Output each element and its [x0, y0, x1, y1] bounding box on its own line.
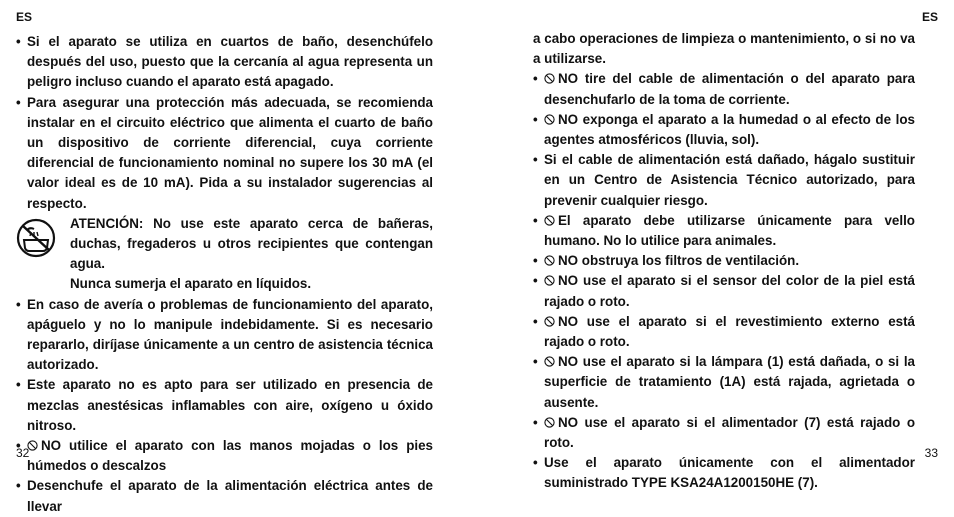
prohibited-icon [544, 275, 555, 286]
list-item-text: NO exponga el aparato a la humedad o al efecto de los agentes atmosféricos (lluvia, sol). [544, 111, 915, 148]
list-item [533, 271, 915, 311]
no-water-bath-icon [16, 218, 56, 258]
prohibited-icon [544, 356, 555, 367]
list-item [533, 69, 915, 109]
page-number: 33 [924, 446, 938, 460]
list-item-text: NO use el aparato si el revestimiento externo está rajado o roto. [544, 313, 915, 350]
left-column [16, 32, 433, 517]
language-code: ES [921, 10, 938, 24]
page-number: 32 [16, 446, 30, 460]
list-item [533, 413, 915, 453]
prohibited-icon [544, 215, 555, 226]
warning-block [16, 214, 433, 295]
prohibited-icon [544, 255, 555, 266]
prohibited-icon [544, 73, 555, 84]
warning-text-2: Nunca sumerja el aparato en líquidos. [70, 276, 312, 292]
continued-text: a cabo operaciones de limpieza o mantenimiento, o si no va a utilizarse. [533, 31, 915, 67]
list-item-text: NO use el aparato si la lámpara (1) está dañada, o si la superficie de tratamiento (1A) está rajada, agrietada o ausente. [544, 354, 915, 410]
list-item-text: El aparato debe utilizarse únicamente para vello humano. No lo utilice para animales. [544, 212, 915, 249]
prohibited-icon [544, 316, 555, 327]
list-item-text: NO obstruya los filtros de ventilación. [558, 253, 800, 269]
list-item: • En caso de avería o problemas de funcionamiento del aparato, apáguelo y no lo manipule indebidamente. Si es necesario repararlo, diríjase únicamente a un centro de asistencia técnica autorizado. [16, 295, 433, 376]
list-item: • Si el cable de alimentación está dañado, hágalo sustituir en un Centro de Asistencia Técnico autorizado, para prevenir cualquier riesgo. [533, 150, 915, 211]
list-item [16, 436, 433, 476]
list-item: • Desenchufe el aparato de la alimentación eléctrica antes de llevar [16, 476, 433, 516]
right-column [533, 29, 915, 494]
list-item: • Para asegurar una protección más adecuada, se recomienda instalar en el circuito eléctrico que alimenta el cuarto de baño un dispositivo de corriente diferencial, cuya corriente diferencial de funcionamiento nominal no supere los 30 mA (el valor ideal es de 10 mA). Pida a su instalador sugerencias al respecto. [16, 93, 433, 214]
list-item-text: NO tire del cable de alimentación o del aparato para desenchufarlo de la toma de corriente. [544, 71, 915, 107]
list-item [533, 110, 915, 150]
list-item-text: NO use el aparato si el alimentador (7) está rajado o roto. [544, 414, 915, 451]
warning-text: ATENCIÓN: No use este aparato cerca de bañeras, duchas, fregaderos u otros recipientes que contengan agua. [70, 215, 433, 272]
list-item [533, 352, 915, 413]
list-item: • Si el aparato se utiliza en cuartos de baño, desenchúfelo después del uso, puesto que la cercanía al agua representa un peligro incluso cuando el aparato está apagado. [16, 32, 433, 93]
left-page [0, 0, 477, 514]
list-item-text: NO use el aparato si el sensor del color de la piel está rajado o roto. [544, 273, 915, 309]
prohibited-icon [544, 417, 555, 428]
list-item: • Use el aparato únicamente con el alimentador suministrado TYPE KSA24A1200150HE (7). [533, 453, 915, 493]
right-page [477, 0, 954, 491]
prohibited-icon [544, 114, 555, 125]
list-item: • Este aparato no es apto para ser utilizado en presencia de mezclas anestésicas inflamables con aire, oxígeno u óxido nitroso. [16, 375, 433, 436]
list-item [533, 251, 915, 271]
list-item [533, 312, 915, 352]
list-item-text: NO utilice el aparato con las manos mojadas o los pies húmedos o descalzos [27, 438, 433, 474]
list-item [533, 211, 915, 251]
language-code: ES [16, 10, 33, 24]
